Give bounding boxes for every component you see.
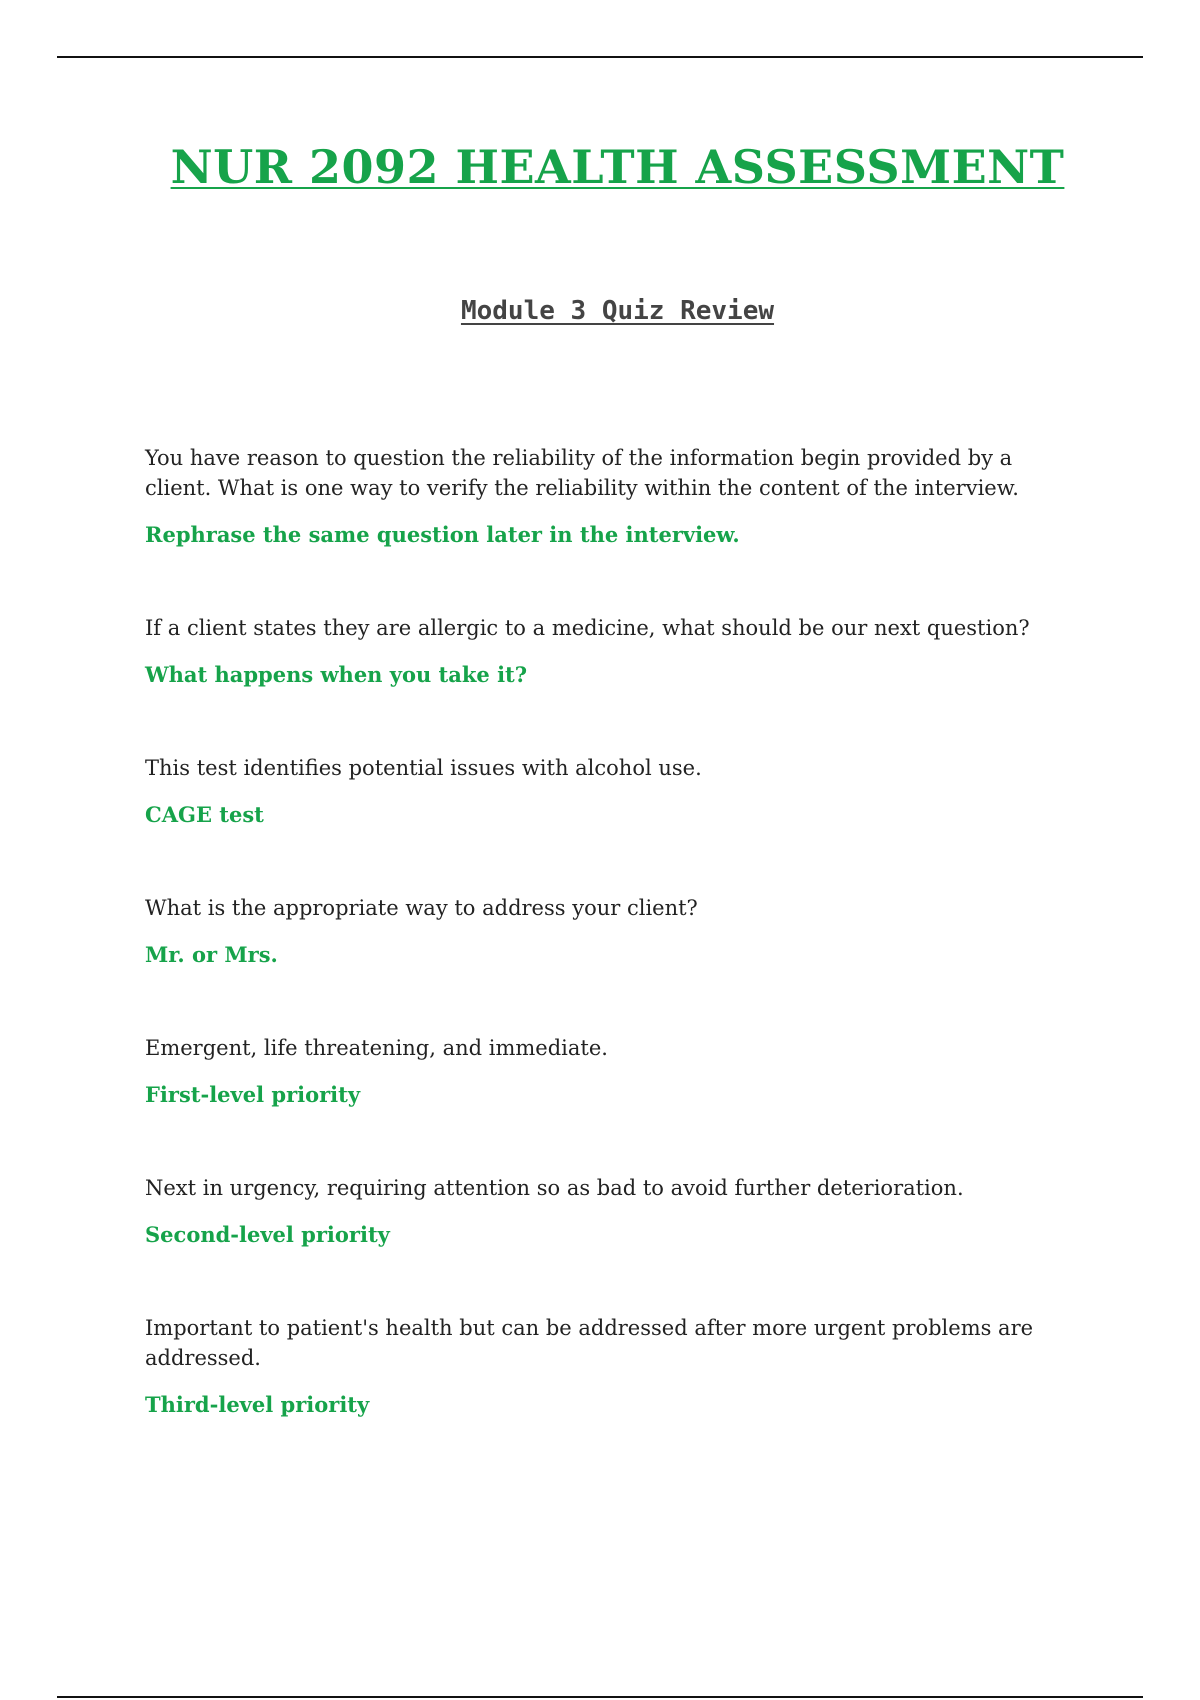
qa-item: [145, 1033, 1085, 1110]
answer-text: CAGE test: [145, 802, 264, 827]
qa-item: [145, 893, 1085, 970]
question-text: Next in urgency, requiring attention so as bad to avoid further deterioration.: [145, 1176, 964, 1200]
qa-item: [145, 443, 1085, 550]
answer-text: Third-level priority: [145, 1392, 370, 1417]
qa-item: [145, 1313, 1085, 1420]
answer-text: What happens when you take it?: [145, 662, 528, 687]
question-text: What is the appropriate way to address your client?: [145, 896, 698, 920]
answer-text: Mr. or Mrs.: [145, 942, 278, 967]
top-divider: [57, 56, 1143, 58]
question-text: You have reason to question the reliability of the information begin provided by a client. What is one way to verify the reliability within the content of the interview.: [145, 446, 1019, 500]
document-title: NUR 2092 HEALTH ASSESSMENT: [170, 140, 1065, 194]
document-subtitle: Module 3 Quiz Review: [460, 296, 775, 326]
question-text: Important to patient's health but can be addressed after more urgent problems are addressed.: [145, 1316, 1034, 1370]
qa-item: [145, 753, 1085, 830]
answer-text: Rephrase the same question later in the interview.: [145, 522, 740, 547]
qa-item: [145, 613, 1085, 690]
question-text: This test identifies potential issues with alcohol use.: [145, 756, 702, 780]
qa-item: [145, 1173, 1085, 1250]
question-text: If a client states they are allergic to a medicine, what should be our next question?: [145, 616, 1030, 640]
answer-text: First-level priority: [145, 1082, 361, 1107]
question-text: Emergent, life threatening, and immediate.: [145, 1036, 608, 1060]
answer-text: Second-level priority: [145, 1222, 390, 1247]
qa-list: [145, 443, 1085, 1483]
bottom-divider: [57, 1696, 1143, 1698]
